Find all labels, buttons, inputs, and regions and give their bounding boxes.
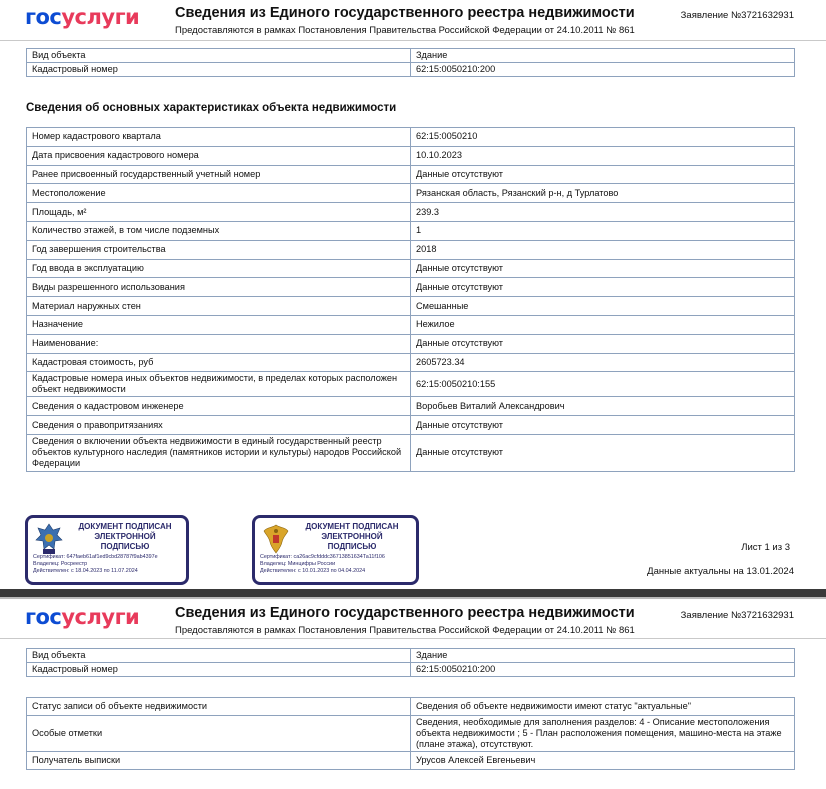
row-value: Данные отсутствуют (411, 434, 795, 471)
stamp-title: ДОКУМЕНТ ПОДПИСАН ЭЛЕКТРОННОЙ ПОДПИСЬЮ (305, 522, 399, 551)
coat-of-arms-icon (261, 522, 291, 556)
row-value: 2605723.34 (411, 353, 795, 372)
row-value: Нежилое (411, 315, 795, 334)
row-value: Данные отсутствуют (411, 259, 795, 278)
page-separator-line (0, 597, 826, 599)
table-row (27, 240, 795, 259)
object-table-page2 (26, 648, 795, 677)
row-label: Назначение (27, 315, 411, 334)
row-label: Количество этажей, в том числе подземных (27, 221, 411, 240)
table-row (27, 221, 795, 240)
row-label: Виды разрешенного использования (27, 278, 411, 297)
table-row (27, 165, 795, 184)
row-value: Рязанская область, Рязанский р-н, д Турлатово (411, 184, 795, 203)
application-number: Заявление №3721632931 (680, 10, 794, 21)
table-row (27, 203, 795, 222)
status-table (26, 697, 795, 770)
row-value: 1 (411, 221, 795, 240)
table-row (27, 184, 795, 203)
table-row (27, 716, 795, 752)
page-separator (0, 589, 826, 597)
row-label: Сведения о правопритязаниях (27, 416, 411, 435)
header-divider (0, 40, 826, 41)
row-label: Площадь, м² (27, 203, 411, 222)
row-value: Сведения, необходимые для заполнения разделов: 4 - Описание местоположения объекта недвижимости ; 5 - План расположения помещения, машино-места на этаже (плане этажа), отсутствуют. (411, 716, 795, 752)
e-signature-stamp-rosreestr (25, 515, 189, 585)
table-row (27, 698, 795, 716)
table-row: Вид объекта Здание (27, 49, 795, 63)
row-value: 239.3 (411, 203, 795, 222)
row-label: Дата присвоения кадастрового номера (27, 146, 411, 165)
table-row: Кадастровый номер 62:15:0050210:200 (27, 63, 795, 77)
stamp-details: Сертификат: ca26ac9cfdddc36713851634Та11f106 Владелец: Минцифры России Действителен: с 10.01.2023 по 04.04.2024 (260, 554, 385, 574)
document-subtitle: Предоставляются в рамках Постановления Правительства Российской Федерации от 24.10.2011 № 861 (175, 25, 635, 36)
row-label: Особые отметки (27, 716, 411, 752)
row-value: Данные отсутствуют (411, 278, 795, 297)
object-table (26, 48, 795, 77)
row-label: Номер кадастрового квартала (27, 128, 411, 147)
row-value: 62:15:0050210 (411, 128, 795, 147)
data-actual-date: Данные актуальны на 13.01.2024 (647, 566, 794, 577)
table-row (27, 297, 795, 316)
e-signature-stamp-mincifry (252, 515, 419, 585)
section-title: Сведения об основных характеристиках объекта недвижимости (26, 102, 397, 114)
stamp-title: ДОКУМЕНТ ПОДПИСАН ЭЛЕКТРОННОЙ ПОДПИСЬЮ (78, 522, 172, 551)
table-row (27, 416, 795, 435)
row-value: Смешанные (411, 297, 795, 316)
header-divider (0, 638, 826, 639)
table-row (27, 397, 795, 416)
page1-header (0, 0, 826, 44)
row-label: Кадастровые номера иных объектов недвижимости, в пределах которых расположен объект недвижимости (27, 372, 411, 397)
table-row (27, 353, 795, 372)
table-row (27, 259, 795, 278)
row-label: Материал наружных стен (27, 297, 411, 316)
row-label: Год завершения строительства (27, 240, 411, 259)
document-title: Сведения из Единого государственного реестра недвижимости (175, 5, 635, 21)
row-value: Сведения об объекте недвижимости имеют статус "актуальные" (411, 698, 795, 716)
row-label: Год ввода в эксплуатацию (27, 259, 411, 278)
row-label: Получатель выписки (27, 752, 411, 770)
row-value: Данные отсутствуют (411, 334, 795, 353)
document-subtitle: Предоставляются в рамках Постановления Правительства Российской Федерации от 24.10.2011 № 861 (175, 625, 635, 636)
row-label: Сведения о кадастровом инженере (27, 397, 411, 416)
row-label: Местоположение (27, 184, 411, 203)
table-row (27, 334, 795, 353)
row-value: 62:15:0050210:155 (411, 372, 795, 397)
row-value: Данные отсутствуют (411, 416, 795, 435)
row-value: Воробьев Виталий Александрович (411, 397, 795, 416)
stamp-details: Сертификат: 647faeb61af1ed9cbd28787f9ab4397e Владелец: Росреестр Действителен: с 18.04.2023 по 11.07.2024 (33, 554, 158, 574)
gosuslugi-logo[interactable]: госуслуги (25, 5, 140, 29)
row-value: 10.10.2023 (411, 146, 795, 165)
table-row (27, 278, 795, 297)
row-label: Кадастровая стоимость, руб (27, 353, 411, 372)
table-row (27, 752, 795, 770)
table-row (27, 434, 795, 471)
rosreestr-emblem-icon (34, 522, 64, 556)
gosuslugi-logo[interactable]: госуслуги (25, 605, 140, 629)
sheet-number: Лист 1 из 3 (741, 542, 790, 553)
document-title: Сведения из Единого государственного реестра недвижимости (175, 605, 635, 621)
characteristics-table (26, 127, 795, 472)
table-row: Вид объекта Здание (27, 649, 795, 663)
row-value: Урусов Алексей Евгеньевич (411, 752, 795, 770)
row-label: Ранее присвоенный государственный учетный номер (27, 165, 411, 184)
row-label: Сведения о включении объекта недвижимости в единый государственный реестр объектов культурного наследия (памятников истории и культуры) народов Российской Федерации (27, 434, 411, 471)
table-row (27, 372, 795, 397)
row-label: Наименование: (27, 334, 411, 353)
row-value: Данные отсутствуют (411, 165, 795, 184)
table-row (27, 128, 795, 147)
row-value: 2018 (411, 240, 795, 259)
row-label: Статус записи об объекте недвижимости (27, 698, 411, 716)
table-row (27, 146, 795, 165)
table-row (27, 315, 795, 334)
application-number: Заявление №3721632931 (680, 610, 794, 621)
table-row: Кадастровый номер 62:15:0050210:200 (27, 663, 795, 677)
